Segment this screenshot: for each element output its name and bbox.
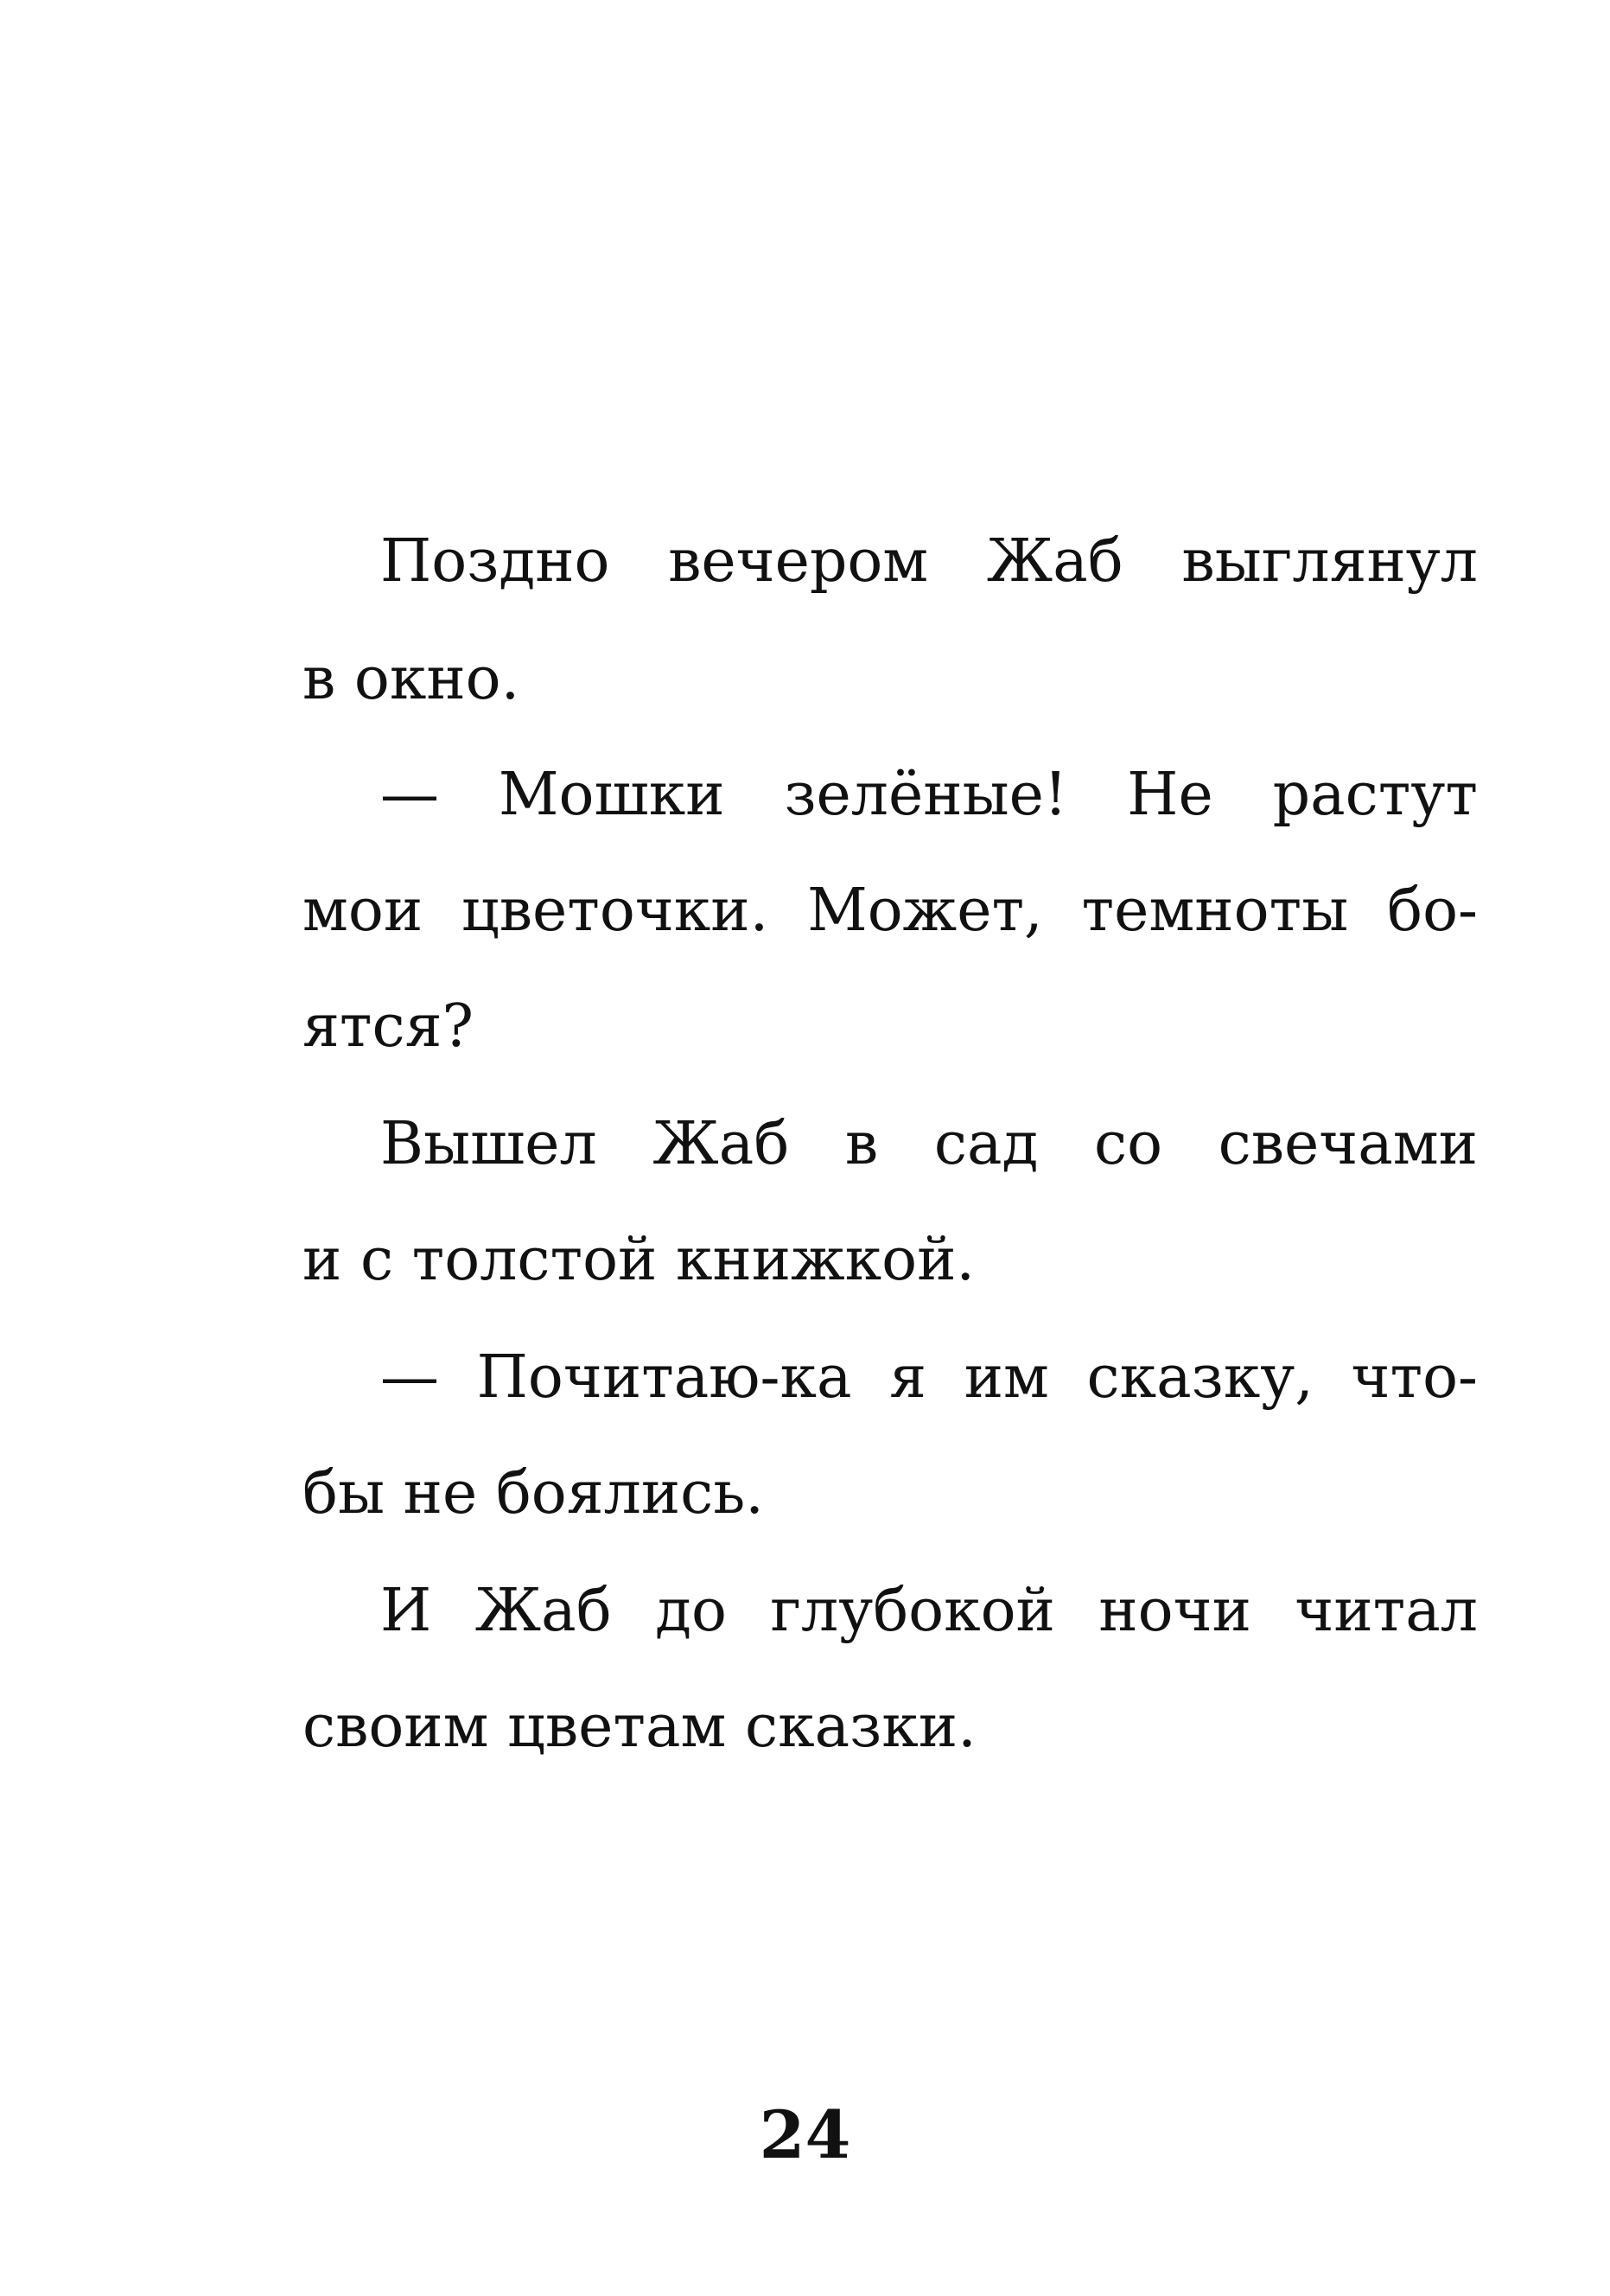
text-line: мои цветочки. Может, темноты бо-: [302, 877, 1478, 945]
text-line: и с толстой книжкой.: [302, 1226, 976, 1294]
text-line: — Почитаю-ка я им сказку, что-: [380, 1343, 1478, 1412]
text-line: ятся?: [302, 992, 474, 1061]
text-line: бы не боялись.: [302, 1459, 764, 1527]
page-number: 24: [759, 2096, 851, 2173]
text-line: Вышел Жаб в сад со свечами: [380, 1110, 1478, 1178]
text-line: — Мошки зелёные! Не растут: [380, 761, 1478, 829]
text-line: своим цветам сказки.: [302, 1693, 977, 1761]
text-line: в окно.: [302, 645, 520, 713]
text-line: И Жаб до глубокой ночи читал: [380, 1577, 1478, 1645]
text-line: Поздно вечером Жаб выглянул: [380, 527, 1478, 596]
